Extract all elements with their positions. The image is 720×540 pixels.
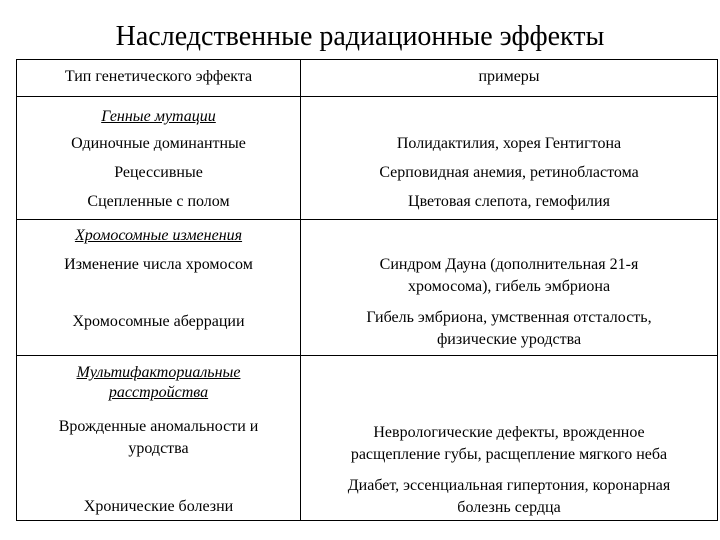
type-cell: Хронические болезни xyxy=(83,498,234,515)
type-cell: Изменение числа хромосом xyxy=(64,256,253,273)
header-type: Тип генетического эффекта xyxy=(64,68,253,85)
example-cell: Полидактилия, хорея Гентигтона xyxy=(396,135,622,152)
example-line: Гибель эмбриона, умственная отсталость, xyxy=(366,309,652,326)
example-cell xyxy=(301,422,717,466)
example-cell xyxy=(301,307,717,351)
section-heading xyxy=(17,363,300,403)
section-divider xyxy=(17,219,717,220)
type-line: Врожденные аномальности и xyxy=(58,418,259,435)
example-cell xyxy=(301,254,717,298)
section-heading: Генные мутации xyxy=(101,108,216,125)
example-cell xyxy=(301,475,717,519)
example-line: физические уродства xyxy=(436,331,582,348)
type-cell: Одиночные доминантные xyxy=(71,135,246,152)
type-cell: Рецессивные xyxy=(114,164,203,181)
type-cell: Хромосомные аберрации xyxy=(72,313,245,330)
type-cell xyxy=(17,416,300,460)
header-examples: примеры xyxy=(478,68,540,85)
type-cell: Сцепленные с полом xyxy=(87,193,230,210)
example-line: болезнь сердца xyxy=(457,499,561,516)
section-heading-line: Мультифакториальные xyxy=(76,364,241,381)
example-cell: Цветовая слепота, гемофилия xyxy=(408,193,610,210)
example-line: расщепление губы, расщепление мягкого неба xyxy=(350,446,668,463)
section-heading-line: расстройства xyxy=(108,384,209,401)
header-divider xyxy=(17,96,717,97)
example-cell: Серповидная анемия, ретинобластома xyxy=(379,164,639,181)
example-line: хромосома), гибель эмбриона xyxy=(407,278,611,295)
section-heading: Хромосомные изменения xyxy=(74,227,243,244)
type-line: уродства xyxy=(128,440,189,457)
page-title: Наследственные радиационные эффекты xyxy=(115,21,605,52)
example-line: Синдром Дауна (дополнительная 21-я xyxy=(379,256,639,273)
example-line: Неврологические дефекты, врожденное xyxy=(373,424,645,441)
example-line: Диабет, эссенциальная гипертония, коронарная xyxy=(347,477,671,494)
genetic-effects-table xyxy=(16,59,718,521)
section-divider xyxy=(17,355,717,356)
